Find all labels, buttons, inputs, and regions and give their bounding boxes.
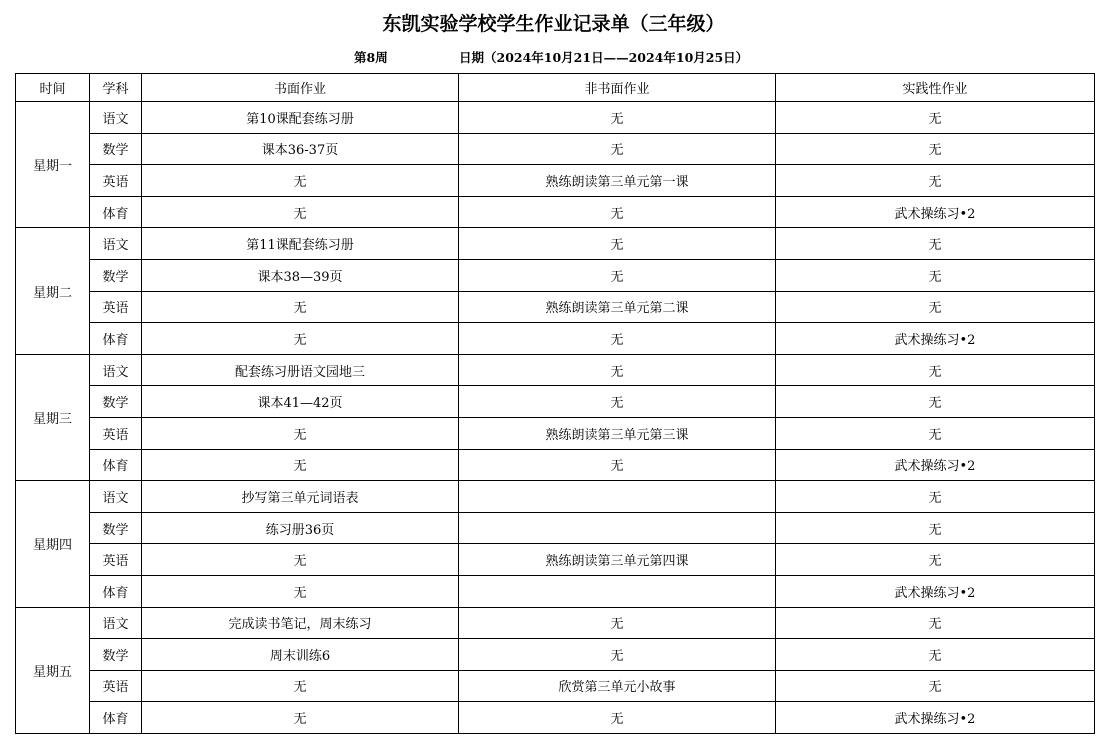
practice-cell: 无 xyxy=(776,102,1095,134)
practice-cell: 武术操练习•2 xyxy=(776,323,1095,355)
table-row xyxy=(16,512,1095,544)
nonwritten-cell: 熟练朗读第三单元第二课 xyxy=(459,291,776,323)
table-row xyxy=(16,386,1095,418)
table-row xyxy=(16,228,1095,260)
practice-cell: 无 xyxy=(776,354,1095,386)
subject-cell: 体育 xyxy=(90,575,142,607)
written-cell: 无 xyxy=(142,670,459,702)
subject-cell: 体育 xyxy=(90,449,142,481)
nonwritten-cell: 熟练朗读第三单元第一课 xyxy=(459,165,776,197)
practice-cell: 无 xyxy=(776,481,1095,513)
header-nonwritten: 非书面作业 xyxy=(459,74,776,102)
nonwritten-cell xyxy=(459,481,776,513)
written-cell: 无 xyxy=(142,544,459,576)
nonwritten-cell: 无 xyxy=(459,386,776,418)
day-cell: 星期一 xyxy=(16,102,90,228)
subject-cell: 语文 xyxy=(90,228,142,260)
subject-cell: 数学 xyxy=(90,133,142,165)
table-row xyxy=(16,259,1095,291)
table-row xyxy=(16,607,1095,639)
practice-cell: 无 xyxy=(776,639,1095,671)
practice-cell: 武术操练习•2 xyxy=(776,449,1095,481)
practice-cell: 无 xyxy=(776,228,1095,260)
nonwritten-cell: 无 xyxy=(459,102,776,134)
practice-cell: 无 xyxy=(776,291,1095,323)
nonwritten-cell: 无 xyxy=(459,323,776,355)
nonwritten-cell: 熟练朗读第三单元第四课 xyxy=(459,544,776,576)
subject-cell: 数学 xyxy=(90,259,142,291)
date-range: 日期（2024年10月21日——2024年10月25日） xyxy=(459,50,749,65)
written-cell: 练习册36页 xyxy=(142,512,459,544)
table-row xyxy=(16,544,1095,576)
practice-cell: 无 xyxy=(776,417,1095,449)
table-row xyxy=(16,102,1095,134)
nonwritten-cell: 无 xyxy=(459,228,776,260)
table-row xyxy=(16,449,1095,481)
nonwritten-cell: 无 xyxy=(459,196,776,228)
written-cell: 无 xyxy=(142,702,459,734)
subject-cell: 英语 xyxy=(90,417,142,449)
table-row xyxy=(16,417,1095,449)
table-row xyxy=(16,133,1095,165)
subject-cell: 英语 xyxy=(90,670,142,702)
table-row xyxy=(16,196,1095,228)
nonwritten-cell xyxy=(459,512,776,544)
subject-cell: 体育 xyxy=(90,196,142,228)
practice-cell: 无 xyxy=(776,512,1095,544)
nonwritten-cell: 欣赏第三单元小故事 xyxy=(459,670,776,702)
practice-cell: 无 xyxy=(776,544,1095,576)
written-cell: 课本38—39页 xyxy=(142,259,459,291)
header-practice: 实践性作业 xyxy=(776,74,1095,102)
nonwritten-cell: 无 xyxy=(459,702,776,734)
table-row xyxy=(16,575,1095,607)
written-cell: 课本36-37页 xyxy=(142,133,459,165)
written-cell: 周末训练6 xyxy=(142,639,459,671)
practice-cell: 无 xyxy=(776,670,1095,702)
subject-cell: 英语 xyxy=(90,165,142,197)
table-row xyxy=(16,639,1095,671)
header-written: 书面作业 xyxy=(142,74,459,102)
written-cell: 第11课配套练习册 xyxy=(142,228,459,260)
day-cell: 星期三 xyxy=(16,354,90,480)
homework-table xyxy=(15,73,1095,734)
practice-cell: 武术操练习•2 xyxy=(776,575,1095,607)
table-row xyxy=(16,481,1095,513)
practice-cell: 无 xyxy=(776,259,1095,291)
written-cell: 无 xyxy=(142,323,459,355)
page-title: 东凯实验学校学生作业记录单（三年级） xyxy=(382,13,725,35)
nonwritten-cell xyxy=(459,575,776,607)
practice-cell: 武术操练习•2 xyxy=(776,196,1095,228)
written-cell: 配套练习册语文园地三 xyxy=(142,354,459,386)
table-row xyxy=(16,291,1095,323)
nonwritten-cell: 熟练朗读第三单元第三课 xyxy=(459,417,776,449)
written-cell: 无 xyxy=(142,196,459,228)
written-cell: 无 xyxy=(142,165,459,197)
day-cell: 星期五 xyxy=(16,607,90,733)
subject-cell: 体育 xyxy=(90,323,142,355)
nonwritten-cell: 无 xyxy=(459,133,776,165)
written-cell: 第10课配套练习册 xyxy=(142,102,459,134)
written-cell: 无 xyxy=(142,449,459,481)
nonwritten-cell: 无 xyxy=(459,259,776,291)
written-cell: 课本41—42页 xyxy=(142,386,459,418)
subject-cell: 英语 xyxy=(90,291,142,323)
table-row xyxy=(16,165,1095,197)
written-cell: 完成读书笔记，周末练习 xyxy=(142,607,459,639)
subject-cell: 语文 xyxy=(90,354,142,386)
table-row xyxy=(16,670,1095,702)
table-row xyxy=(16,702,1095,734)
subject-cell: 语文 xyxy=(90,607,142,639)
written-cell: 抄写第三单元词语表 xyxy=(142,481,459,513)
day-cell: 星期四 xyxy=(16,481,90,607)
table-body xyxy=(16,102,1095,734)
subject-cell: 英语 xyxy=(90,544,142,576)
nonwritten-cell: 无 xyxy=(459,449,776,481)
nonwritten-cell: 无 xyxy=(459,639,776,671)
practice-cell: 无 xyxy=(776,165,1095,197)
subject-cell: 语文 xyxy=(90,102,142,134)
week-label: 第8周 xyxy=(354,50,388,65)
practice-cell: 无 xyxy=(776,133,1095,165)
subject-cell: 语文 xyxy=(90,481,142,513)
header-time: 时间 xyxy=(16,74,90,102)
written-cell: 无 xyxy=(142,417,459,449)
nonwritten-cell: 无 xyxy=(459,354,776,386)
written-cell: 无 xyxy=(142,291,459,323)
nonwritten-cell: 无 xyxy=(459,607,776,639)
header-row xyxy=(16,74,1095,102)
practice-cell: 无 xyxy=(776,607,1095,639)
subject-cell: 体育 xyxy=(90,702,142,734)
table-row xyxy=(16,354,1095,386)
subject-cell: 数学 xyxy=(90,512,142,544)
practice-cell: 武术操练习•2 xyxy=(776,702,1095,734)
practice-cell: 无 xyxy=(776,386,1095,418)
day-cell: 星期二 xyxy=(16,228,90,354)
subject-cell: 数学 xyxy=(90,386,142,418)
written-cell: 无 xyxy=(142,575,459,607)
header-subject: 学科 xyxy=(90,74,142,102)
subject-cell: 数学 xyxy=(90,639,142,671)
table-row xyxy=(16,323,1095,355)
